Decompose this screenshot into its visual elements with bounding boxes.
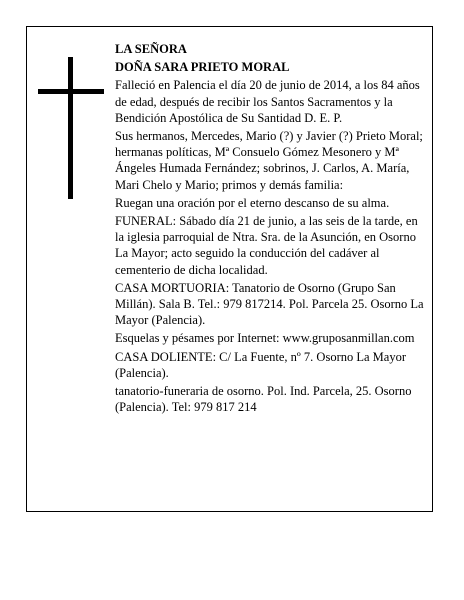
cross-vertical-bar <box>68 57 73 199</box>
notice-heading: LA SEÑORA <box>115 42 187 56</box>
notice-text <box>115 41 427 417</box>
funeral-info: FUNERAL: Sábado día 21 de junio, a las seis de la tarde, en la iglesia parroquial de Ntra. Sra. de la Asunción, en Osorno La Mayor; acto seguido la conducción del cadáver al cementerio de dicha localidad. <box>115 214 418 277</box>
mourning-house: CASA DOLIENTE: C/ La Fuente, nº 7. Osorno La Mayor (Palencia). <box>115 349 406 380</box>
cross-horizontal-bar <box>38 89 104 94</box>
funeral-home-contact: tanatorio-funeraria de osorno. Pol. Ind. Parcela, 25. Osorno (Palencia). Tel: 979 817 214 <box>115 384 412 415</box>
obituary-notice <box>26 26 433 512</box>
family-list: Sus hermanos, Mercedes, Mario (?) y Javier (?) Prieto Moral; hermanas políticas, Mª Consuelo Gómez Mesonero y Mª Ángeles Humada Fernández; sobrinos, J. Carlos, A. María, Mari Chelo y Mario; primos y demás familia: <box>115 129 423 192</box>
internet-condolences: Esquelas y pésames por Internet: www.gruposanmillan.com <box>115 331 415 346</box>
prayer-request: Ruegan una oración por el eterno descanso de su alma. <box>115 195 390 210</box>
deceased-name: DOÑA SARA PRIETO MORAL <box>115 60 290 75</box>
mortuary-info: CASA MORTUORIA: Tanatorio de Osorno (Grupo San Millán). Sala B. Tel.: 979 817214. Pol. Parcela 25. Osorno La Mayor (Palencia). <box>115 280 424 328</box>
death-announcement: Falleció en Palencia el día 20 de junio de 2014, a los 84 años de edad, después de recibir los Santos Sacramentos y la Bendición Apostólica de Su Santidad D. E. P. <box>115 78 420 125</box>
